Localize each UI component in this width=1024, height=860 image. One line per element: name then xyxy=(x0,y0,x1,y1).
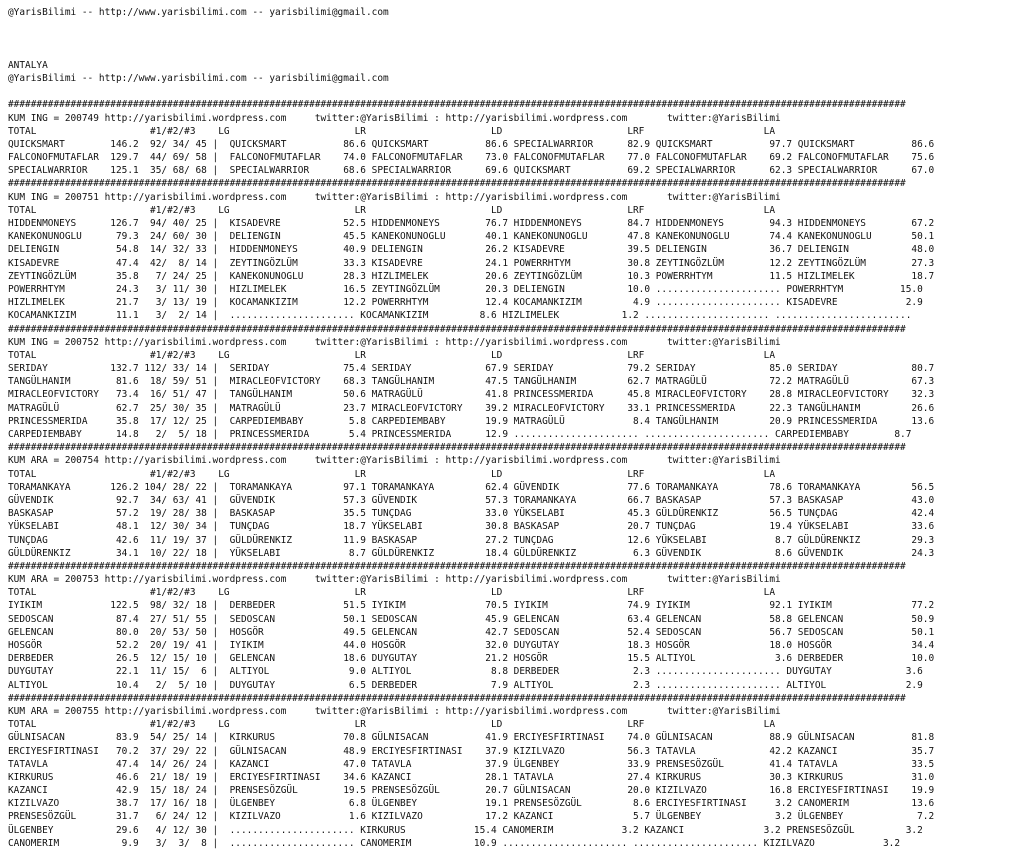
report-line: @YarisBilimi -- http://www.yarisbilimi.com -- yarisbilimi@gmail.com xyxy=(8,7,389,18)
report-line: ############################################################################################################################################################## xyxy=(8,560,906,572)
report-line: FALCONOFMUTAFLAR 129.7 44/ 69/ 58 | FALCONOFMUTAFLAR 74.0 FALCONOFMUTAFLAR 73.0 FALCONOFMUTAFLAR 77.0 FALCONOFMUTAFLAR 69.2 FALCONOFMUTAFLAR 75.6 xyxy=(8,152,935,164)
report-line: DUYGUTAY 22.1 11/ 15/ 6 | ALTIYOL 9.0 ALTIYOL 8.8 DERBEDER 2.3 ...................... DUYGUTAY 3.6 xyxy=(8,666,923,678)
report-line: YÜKSELABI 48.1 12/ 30/ 34 | TUNÇDAG 18.7 YÜKSELABI 30.8 BASKASAP 20.7 TUNÇDAG 19.4 YÜKSELABI 33.6 xyxy=(8,521,935,533)
report-line: IYIKIM 122.5 98/ 32/ 18 | DERBEDER 51.5 IYIKIM 70.5 IYIKIM 74.9 IYIKIM 92.1 IYIKIM 77.2 xyxy=(8,600,935,612)
report-line: GÜVENDIK 92.7 34/ 63/ 41 | GÜVENDIK 57.3 GÜVENDIK 57.3 TORAMANKAYA 66.7 BASKASAP 57.3 BASKASAP 43.0 xyxy=(8,494,935,506)
report-line: ERCIYESFIRTINASI 70.2 37/ 29/ 22 | GÜLNISACAN 48.9 ERCIYESFIRTINASI 37.9 KIZILVAZO 56.3 TATAVLA 42.2 KAZANCI 35.7 xyxy=(8,745,935,757)
report-line: TOTAL #1/#2/#3 LG LR LD LRF LA xyxy=(8,719,776,731)
report-line: PRENSESÖZGÜL 31.7 6/ 24/ 12 | KIZILVAZO 1.6 KIZILVAZO 17.2 KAZANCI 5.7 ÜLGENBEY 3.2 ÜLGENBEY 7.2 xyxy=(8,811,935,823)
report-line: QUICKSMART 146.2 92/ 34/ 45 | QUICKSMART 86.6 QUICKSMART 86.6 SPECIALWARRIOR 82.9 QUICKSMART 97.7 QUICKSMART 86.6 xyxy=(8,138,935,150)
report-line: MATRAGÜLÜ 62.7 25/ 30/ 35 | MATRAGÜLÜ 23.7 MIRACLEOFVICTORY 39.2 MIRACLEOFVICTORY 33.1 PRINCESSMERIDA 22.3 TANGÜLHANIM 26.6 xyxy=(8,402,935,414)
report-line: TORAMANKAYA 126.2 104/ 28/ 22 | TORAMANKAYA 97.1 TORAMANKAYA 62.4 GÜVENDIK 77.6 TORAMANKAYA 78.6 TORAMANKAYA 56.5 xyxy=(8,481,935,493)
report-line: GELENCAN 80.0 20/ 53/ 50 | HOSGÖR 49.5 GELENCAN 42.7 SEDOSCAN 52.4 SEDOSCAN 56.7 SEDOSCAN 50.1 xyxy=(8,626,935,638)
report-line: KOCAMANKIZIM 11.1 3/ 2/ 14 | ...................... KOCAMANKIZIM 8.6 HIZLIMELEK 1.2 ...................... ........................ xyxy=(8,310,912,322)
report-line: ZEYTINGÖZLÜM 35.8 7/ 24/ 25 | KANEKONUNOGLU 28.3 HIZLIMELEK 20.6 ZEYTINGÖZLÜM 10.3 POWERRHTYM 11.5 HIZLIMELEK 18.7 xyxy=(8,270,935,282)
report-line: GÜLDÜRENKIZ 34.1 10/ 22/ 18 | YÜKSELABI 8.7 GÜLDÜRENKIZ 18.4 GÜLDÜRENKIZ 6.3 GÜVENDIK 8.6 GÜVENDIK 24.3 xyxy=(8,547,935,559)
report-line: KIRKURUS 46.6 21/ 18/ 19 | ERCIYESFIRTINASI 34.6 KAZANCI 28.1 TATAVLA 27.4 KIRKURUS 30.3 KIRKURUS 31.0 xyxy=(8,771,935,783)
report-line: KANEKONUNOGLU 79.3 24/ 60/ 30 | DELIENGIN 45.5 KANEKONUNOGLU 40.1 KANEKONUNOGLU 47.8 KANEKONUNOGLU 74.4 KANEKONUNOGLU 50.1 xyxy=(8,231,935,243)
report-line xyxy=(8,85,1024,98)
report-line: ANTALYA xyxy=(8,59,48,71)
report-line: KISADEVRE 47.4 42/ 8/ 14 | ZEYTINGÖZLÜM 33.3 KISADEVRE 24.1 POWERRHTYM 30.8 ZEYTINGÖZLÜM 12.2 ZEYTINGÖZLÜM 27.3 xyxy=(8,257,935,269)
report-line: TOTAL #1/#2/#3 LG LR LD LRF LA xyxy=(8,468,776,480)
report-line: KUM ING = 200751 http://yarisbilimi.wordpress.com twitter:@YarisBilimi : http://yarisbilimi.wordpress.com twitter:@YarisBilimi xyxy=(8,191,781,203)
report-line: TOTAL #1/#2/#3 LG LR LD LRF LA xyxy=(8,587,776,599)
report-line: CANOMERIM 9.9 3/ 3/ 8 | ...................... CANOMERIM 10.9 ...................... ...................... KIZILVAZO 3.2 xyxy=(8,837,901,849)
report-line: KAZANCI 42.9 15/ 18/ 24 | PRENSESÖZGÜL 19.5 PRENSESÖZGÜL 20.7 GÜLNISACAN 20.0 KIZILVAZO 16.8 ERCIYESFIRTINASI 19.9 xyxy=(8,785,935,797)
report-line: HIDDENMONEYS 126.7 94/ 40/ 25 | KISADEVRE 52.5 HIDDENMONEYS 76.7 HIDDENMONEYS 84.7 HIDDENMONEYS 94.3 HIDDENMONEYS 67.2 xyxy=(8,218,935,229)
report-line: ############################################################################################################################################################## xyxy=(8,178,906,190)
report-line: @YarisBilimi -- http://www.yarisbilimi.com -- yarisbilimi@gmail.com xyxy=(8,72,389,84)
report-line xyxy=(8,46,1024,59)
report-line: ############################################################################################################################################################## xyxy=(8,323,906,335)
report-line: ÜLGENBEY 29.6 4/ 12/ 30 | ...................... KIRKURUS 15.4 CANOMERIM 3.2 KAZANCI 3.2 PRENSESÖZGÜL 3.2 xyxy=(8,824,923,836)
report-line: DERBEDER 26.5 12/ 15/ 10 | GELENCAN 18.6 DUYGUTAY 21.2 HOSGÖR 15.5 ALTIYOL 3.6 DERBEDER 10.0 xyxy=(8,653,935,665)
report-line: ALTIYOL 10.4 2/ 5/ 10 | DUYGUTAY 6.5 DERBEDER 7.9 ALTIYOL 2.3 ...................... ALTIYOL 2.9 xyxy=(8,679,923,691)
report-line: SERIDAY 132.7 112/ 33/ 14 | SERIDAY 75.4 SERIDAY 67.9 SERIDAY 79.2 SERIDAY 85.0 SERIDAY 80.7 xyxy=(8,363,935,375)
report-line: ############################################################################################################################################################## xyxy=(8,99,906,111)
report-line: CARPEDIEMBABY 14.8 2/ 5/ 18 | PRINCESSMERIDA 5.4 PRINCESSMERIDA 12.9 ...................... ...................... CARPEDIEMBABY 8.7 xyxy=(8,429,912,440)
report-line: HOSGÖR 52.2 20/ 19/ 41 | IYIKIM 44.0 HOSGÖR 32.0 DUYGUTAY 18.3 HOSGÖR 18.0 HOSGÖR 34.4 xyxy=(8,640,935,651)
report-line: SPECIALWARRIOR 125.1 35/ 68/ 68 | SPECIALWARRIOR 68.6 SPECIALWARRIOR 69.6 QUICKSMART 69.2 SPECIALWARRIOR 62.3 SPECIALWARRIOR 67.0 xyxy=(8,165,935,177)
report-line: POWERRHTYM 24.3 3/ 11/ 30 | HIZLIMELEK 16.5 ZEYTINGÖZLÜM 20.3 DELIENGIN 10.0 ...................... POWERRHTYM 15.0 xyxy=(8,283,923,295)
report-line: BASKASAP 57.2 19/ 28/ 38 | BASKASAP 35.5 TUNÇDAG 33.0 YÜKSELABI 45.3 GÜLDÜRENKIZ 56.5 TUNÇDAG 42.4 xyxy=(8,508,935,520)
report-line: DELIENGIN 54.8 14/ 32/ 33 | HIDDENMONEYS 40.9 DELIENGIN 26.2 KISADEVRE 39.5 DELIENGIN 36.7 DELIENGIN 48.0 xyxy=(8,244,935,256)
report-line: HIZLIMELEK 21.7 3/ 13/ 19 | KOCAMANKIZIM 12.2 POWERRHTYM 12.4 KOCAMANKIZIM 4.9 ...................... KISADEVRE 2.9 xyxy=(8,297,923,309)
report-line xyxy=(8,19,1024,32)
report-line: PRINCESSMERIDA 35.8 17/ 12/ 25 | CARPEDIEMBABY 5.8 CARPEDIEMBABY 19.9 MATRAGÜLÜ 8.4 TANGÜLHANIM 20.9 PRINCESSMERIDA 13.6 xyxy=(8,415,935,427)
report-line: KUM ING = 200749 http://yarisbilimi.wordpress.com twitter:@YarisBilimi : http://yarisbilimi.wordpress.com twitter:@YarisBilimi xyxy=(8,112,781,124)
report-line: ############################################################################################################################################################## xyxy=(8,442,906,454)
report-line: TUNÇDAG 42.6 11/ 19/ 37 | GÜLDÜRENKIZ 11.9 BASKASAP 27.2 TUNÇDAG 12.6 YÜKSELABI 8.7 GÜLDÜRENKIZ 29.3 xyxy=(8,534,935,546)
report-line: ############################################################################################################################################################## xyxy=(8,692,906,704)
report-line: GÜLNISACAN 83.9 54/ 25/ 14 | KIRKURUS 70.8 GÜLNISACAN 41.9 ERCIYESFIRTINASI 74.0 GÜLNISACAN 88.9 GÜLNISACAN 81.8 xyxy=(8,732,935,744)
report-line: KUM ING = 200752 http://yarisbilimi.wordpress.com twitter:@YarisBilimi : http://yarisbilimi.wordpress.com twitter:@YarisBilimi xyxy=(8,336,781,348)
report-line: KUM ARA = 200755 http://yarisbilimi.wordpress.com twitter:@YarisBilimi : http://yarisbilimi.wordpress.com twitter:@YarisBilimi xyxy=(8,705,781,717)
report-line: MIRACLEOFVICTORY 73.4 16/ 51/ 47 | TANGÜLHANIM 50.6 MATRAGÜLÜ 41.8 PRINCESSMERIDA 45.8 MIRACLEOFVICTORY 28.8 MIRACLEOFVICTORY 32.3 xyxy=(8,389,935,401)
report-line: KUM ARA = 200753 http://yarisbilimi.wordpress.com twitter:@YarisBilimi : http://yarisbilimi.wordpress.com twitter:@YarisBilimi xyxy=(8,574,781,586)
report-line: KUM ARA = 200754 http://yarisbilimi.wordpress.com twitter:@YarisBilimi : http://yarisbilimi.wordpress.com twitter:@YarisBilimi xyxy=(8,455,781,467)
report-line: TOTAL #1/#2/#3 LG LR LD LRF LA xyxy=(8,349,776,361)
report-line xyxy=(8,32,1024,45)
report-line: TATAVLA 47.4 14/ 26/ 24 | KAZANCI 47.0 TATAVLA 37.9 ÜLGENBEY 33.9 PRENSESÖZGÜL 41.4 TATAVLA 33.5 xyxy=(8,758,935,770)
report-line: SEDOSCAN 87.4 27/ 51/ 55 | SEDOSCAN 50.1 SEDOSCAN 45.9 GELENCAN 63.4 GELENCAN 58.8 GELENCAN 50.9 xyxy=(8,613,935,625)
report-line: TOTAL #1/#2/#3 LG LR LD LRF LA xyxy=(8,204,776,216)
report-line: TANGÜLHANIM 81.6 18/ 59/ 51 | MIRACLEOFVICTORY 68.3 TANGÜLHANIM 47.5 TANGÜLHANIM 62.7 MATRAGÜLÜ 72.2 MATRAGÜLÜ 67.3 xyxy=(8,376,935,388)
report-line: TOTAL #1/#2/#3 LG LR LD LRF LA xyxy=(8,125,776,137)
report-line: KIZILVAZO 38.7 17/ 16/ 18 | ÜLGENBEY 6.8 ÜLGENBEY 19.1 PRENSESÖZGÜL 8.6 ERCIYESFIRTINASI 3.2 CANOMERIM 13.6 xyxy=(8,798,935,810)
